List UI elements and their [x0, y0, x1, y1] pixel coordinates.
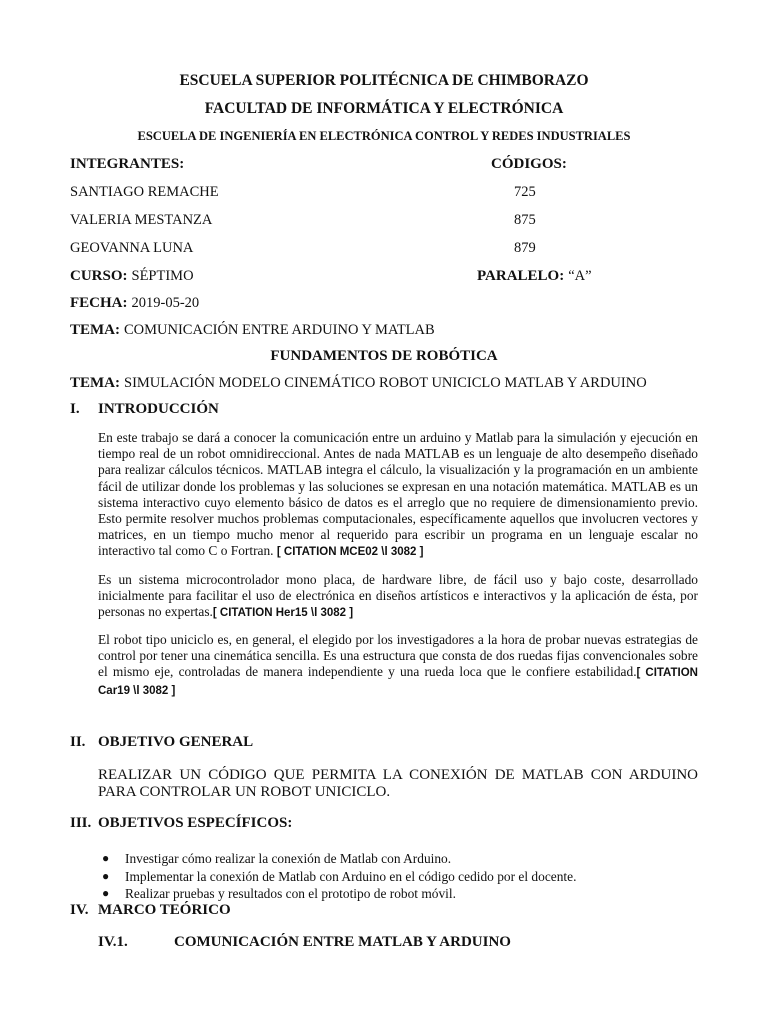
section-number: I. — [70, 401, 80, 417]
list-item: ● Implementar la conexión de Matlab con Arduino en el código cedido por el docente. — [102, 868, 577, 884]
topic-label: TEMA: — [70, 322, 120, 338]
subsection-heading: COMUNICACIÓN ENTRE MATLAB Y ARDUINO — [174, 934, 511, 950]
intro-paragraph-3: El robot tipo uniciclo es, en general, el elegido por los investigadores a la hora de probar nuevas estrategias de control por tener una cinemática sencilla. Es una estructura que consta de dos ruedas fijas convencionales sobre el mismo eje, controladas de manera independiente y una rueda loca que le confiere estabilidad.[ CITATION Car19 \l 3082 ] — [98, 632, 698, 697]
course-line — [70, 267, 194, 285]
member-code: 725 — [514, 184, 536, 200]
bullet-icon: ● — [102, 886, 110, 901]
specific-objectives-heading: OBJETIVOS ESPECÍFICOS: — [98, 815, 293, 831]
general-objective-heading: OBJETIVO GENERAL — [98, 734, 254, 750]
member-name: VALERIA MESTANZA — [70, 212, 213, 228]
date-value: 2019-05-20 — [131, 295, 200, 311]
member-code: 875 — [514, 212, 536, 228]
topic2-value: SIMULACIÓN MODELO CINEMÁTICO ROBOT UNICICLO MATLAB Y ARDUINO — [124, 375, 647, 391]
citation: [ CITATION Her15 \l 3082 ] — [212, 607, 354, 620]
member-name: SANTIAGO REMACHE — [70, 184, 219, 200]
section-number: III. — [70, 815, 92, 831]
intro-heading: INTRODUCCIÓN — [98, 401, 219, 417]
parallel-line — [477, 267, 592, 285]
bullet-icon: ● — [102, 868, 110, 883]
section-number: IV. — [70, 902, 89, 918]
subsection-number: IV.1. — [98, 934, 128, 950]
intro-paragraph-2: Es un sistema microcontrolador mono placa, de hardware libre, de fácil uso y bajo coste, desarrollado inicialmente para facilitar el uso de electrónica en diseños artísticos e interactivos y la aplicación de ésta, por personas no expertas.[ CITATION Her15 \l 3082 ] — [98, 572, 698, 620]
bullet-icon: ● — [102, 851, 110, 865]
department-title: ESCUELA DE INGENIERÍA EN ELECTRÓNICA CONTROL Y REDES INDUSTRIALES — [137, 129, 631, 143]
framework-heading: MARCO TEÓRICO — [98, 902, 231, 918]
date-label: FECHA: — [70, 295, 128, 311]
date-line — [70, 294, 199, 312]
list-item: ● Investigar cómo realizar la conexión de Matlab con Arduino. — [102, 851, 452, 866]
topic2-label: TEMA: — [70, 375, 120, 391]
topic-value: COMUNICACIÓN ENTRE ARDUINO Y MATLAB — [124, 322, 435, 338]
list-item: ● Realizar pruebas y resultados con el prototipo de robot móvil. — [102, 886, 456, 902]
parallel-label: PARALELO: — [477, 268, 565, 284]
course-value: SÉPTIMO — [131, 268, 194, 284]
subject-title: FUNDAMENTOS DE ROBÓTICA — [270, 348, 498, 364]
member-name: GEOVANNA LUNA — [70, 240, 194, 256]
parallel-value: “A” — [568, 268, 592, 284]
general-objective-text: REALIZAR UN CÓDIGO QUE PERMITA LA CONEXIÓN DE MATLAB CON ARDUINO PARA CONTROLAR UN ROBOT UNICICLO. — [98, 767, 698, 800]
course-label: CURSO: — [70, 268, 128, 284]
codes-label: CÓDIGOS: — [491, 156, 567, 172]
section-number: II. — [70, 734, 86, 750]
faculty-title: FACULTAD DE INFORMÁTICA Y ELECTRÓNICA — [204, 100, 564, 117]
intro-paragraph-1: En este trabajo se dará a conocer la comunicación entre un arduino y Matlab para la simulación y ejecución en tiempo real de un robot omnidireccional. Antes de nada MATLAB es un lenguaje de alto desempeño diseñado para realizar cálculos técnicos. MATLAB integra el cálculo, la visualización y la programación en un ambiente fácil de utilizar donde los problemas y las soluciones se expresan en una notación matemática. MATLAB es un sistema interactivo cuyo elemento básico de datos es el arreglo que no requiere de dimensionamiento previo. Esto permite resolver muchos problemas computacionales, específicamente aquellos que involucren vectores y matrices, en un tiempo mucho menor al requerido para escribir un programa en un lenguaje escalar no interactivo tal como C o Fortran. [ CITATION MCE02 \l 3082 ] — [98, 430, 698, 559]
school-title: ESCUELA SUPERIOR POLITÉCNICA DE CHIMBORAZO — [179, 72, 589, 89]
topic-line — [70, 321, 435, 339]
member-code: 879 — [514, 240, 536, 256]
members-label: INTEGRANTES: — [70, 156, 185, 172]
citation: [ CITATION Car19 \l 3082 ] — [98, 667, 698, 697]
citation: [ CITATION MCE02 \l 3082 ] — [276, 546, 424, 559]
topic2-line — [70, 374, 647, 392]
specific-objectives-list — [100, 850, 700, 903]
